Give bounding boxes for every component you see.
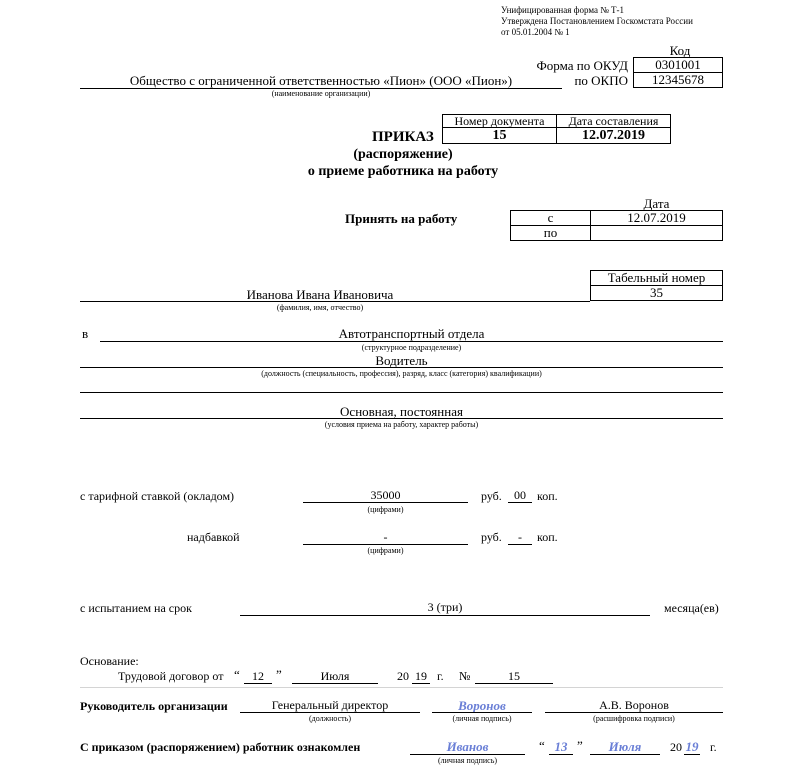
head-signature-line <box>432 712 532 713</box>
department-caption: (структурное подразделение) <box>361 343 462 352</box>
salary-rub-label: руб. <box>481 489 502 503</box>
salary-kop-value: 00 <box>514 488 526 502</box>
hire-from-label: с <box>510 210 591 226</box>
hire-to-value <box>590 225 723 241</box>
employee-line <box>80 301 590 302</box>
ack-year-label: г. <box>710 740 717 754</box>
probation-value: 3 (три) <box>427 600 463 614</box>
contract-month-line <box>292 683 378 684</box>
head-signature-caption: (личная подпись) <box>452 714 512 723</box>
contract-year-line <box>412 683 430 684</box>
tab-number: 35 <box>590 285 723 301</box>
ack-quote-close: ” <box>577 738 583 753</box>
okpo-label: по ОКПО <box>574 73 628 88</box>
hire-label: Принять на работу <box>345 211 458 226</box>
contract-number-line <box>475 683 553 684</box>
bonus-kop-line <box>508 544 532 545</box>
head-position-line <box>240 712 420 713</box>
position-line-2 <box>80 392 723 393</box>
doc-date-header: Дата составления <box>556 114 671 128</box>
department-prefix: в <box>82 326 89 341</box>
contract-year-suffix: 19 <box>415 669 427 683</box>
department-line <box>100 341 723 342</box>
ack-quote-open: “ <box>539 738 545 753</box>
probation-line <box>240 615 650 616</box>
ack-month-line <box>590 754 660 755</box>
employee-caption: (фамилия, имя, отчество) <box>276 303 364 312</box>
document-subject: о приеме работника на работу <box>307 164 499 179</box>
ack-day: 13 <box>554 739 568 754</box>
head-signature: Воронов <box>458 698 506 713</box>
hire-to-label: по <box>510 225 591 241</box>
salary-label: с тарифной ставкой (окладом) <box>80 489 235 503</box>
bonus-rub-value: - <box>383 530 388 544</box>
bonus-digits-caption: (цифрами) <box>367 546 404 555</box>
bonus-rub-label: руб. <box>481 530 502 544</box>
form-header-line3: от 05.01.2004 № 1 <box>501 27 570 37</box>
conditions-value: Основная, постоянная <box>340 404 463 419</box>
bonus-label: надбавкой <box>187 530 240 544</box>
contract-number: 15 <box>508 669 520 683</box>
contract-year-label: г. <box>437 669 444 683</box>
form-header-line1: Унифицированная форма № Т-1 <box>501 5 625 15</box>
acknowledge-label: С приказом (распоряжением) работник ознакомлен <box>80 740 361 754</box>
contract-day: 12 <box>252 669 264 683</box>
conditions-caption: (условия приема на работу, характер работы) <box>324 420 479 429</box>
employee-signature-line <box>410 754 525 755</box>
basis-label: Основание: <box>80 654 139 668</box>
bonus-kop-label: коп. <box>537 530 558 544</box>
salary-rub-value: 35000 <box>370 488 401 502</box>
employee-signature-caption: (личная подпись) <box>437 756 498 765</box>
organization-name: Общество с ограниченной ответственностью «Пион» (ООО «Пион») <box>129 73 513 88</box>
department-value: Автотранспортный отдела <box>338 326 485 341</box>
ack-year-line <box>684 754 700 755</box>
document-title: ПРИКАЗ <box>372 129 434 145</box>
probation-unit: месяца(ев) <box>664 601 719 615</box>
ack-year-suffix: 19 <box>685 739 699 754</box>
contract-label: Трудовой договор от <box>118 669 224 683</box>
doc-date: 12.07.2019 <box>556 127 671 144</box>
organization-caption: (наименование организации) <box>271 89 371 98</box>
contract-quote-close: ” <box>276 667 282 682</box>
head-decoded-caption: (расшифровка подписи) <box>593 714 675 723</box>
contract-number-label: № <box>459 669 471 683</box>
document-subtitle: (распоряжение) <box>353 147 453 162</box>
contract-year-prefix: 20 <box>397 669 409 683</box>
hire-date-header: Дата <box>643 196 670 211</box>
okud-label: Форма по ОКУД <box>536 58 628 73</box>
bonus-kop-value: - <box>518 530 522 544</box>
salary-rub-line <box>303 502 468 503</box>
head-position: Генеральный директор <box>271 698 389 712</box>
okud-cell: 0301001 <box>633 57 723 73</box>
head-decoded-line <box>545 712 723 713</box>
doc-number-header: Номер документа <box>442 114 557 128</box>
form-header-line2: Утверждена Постановлением Госкомстата России <box>501 16 693 26</box>
head-label: Руководитель организации <box>80 699 228 713</box>
probation-label: с испытанием на срок <box>80 601 192 615</box>
contract-month: Июля <box>320 669 350 683</box>
contract-day-line <box>244 683 272 684</box>
tab-number-header: Табельный номер <box>590 270 723 286</box>
salary-kop-label: коп. <box>537 489 558 503</box>
position-value: Водитель <box>375 353 428 368</box>
employee-signature: Иванов <box>446 739 489 754</box>
doc-number: 15 <box>442 127 557 144</box>
ack-year-prefix: 20 <box>670 740 682 754</box>
employee-name: Иванова Ивана Ивановича <box>246 287 394 302</box>
basis-grey-line <box>80 687 723 688</box>
contract-quote-open: “ <box>234 667 240 682</box>
hire-from-value: 12.07.2019 <box>590 210 723 226</box>
head-decoded: А.В. Воронов <box>599 698 669 712</box>
ack-day-line <box>549 754 573 755</box>
head-position-caption: (должность) <box>309 714 351 723</box>
position-line <box>80 367 723 368</box>
conditions-line <box>80 418 723 419</box>
ack-month: Июля <box>608 739 642 754</box>
bonus-rub-line <box>303 544 468 545</box>
position-caption: (должность (специальность, профессия), разряд, класс (категория) квалификации) <box>261 369 542 378</box>
code-header: Код <box>669 43 691 58</box>
okpo-cell: 12345678 <box>633 72 723 88</box>
salary-kop-line <box>508 502 532 503</box>
salary-digits-caption: (цифрами) <box>367 505 404 514</box>
